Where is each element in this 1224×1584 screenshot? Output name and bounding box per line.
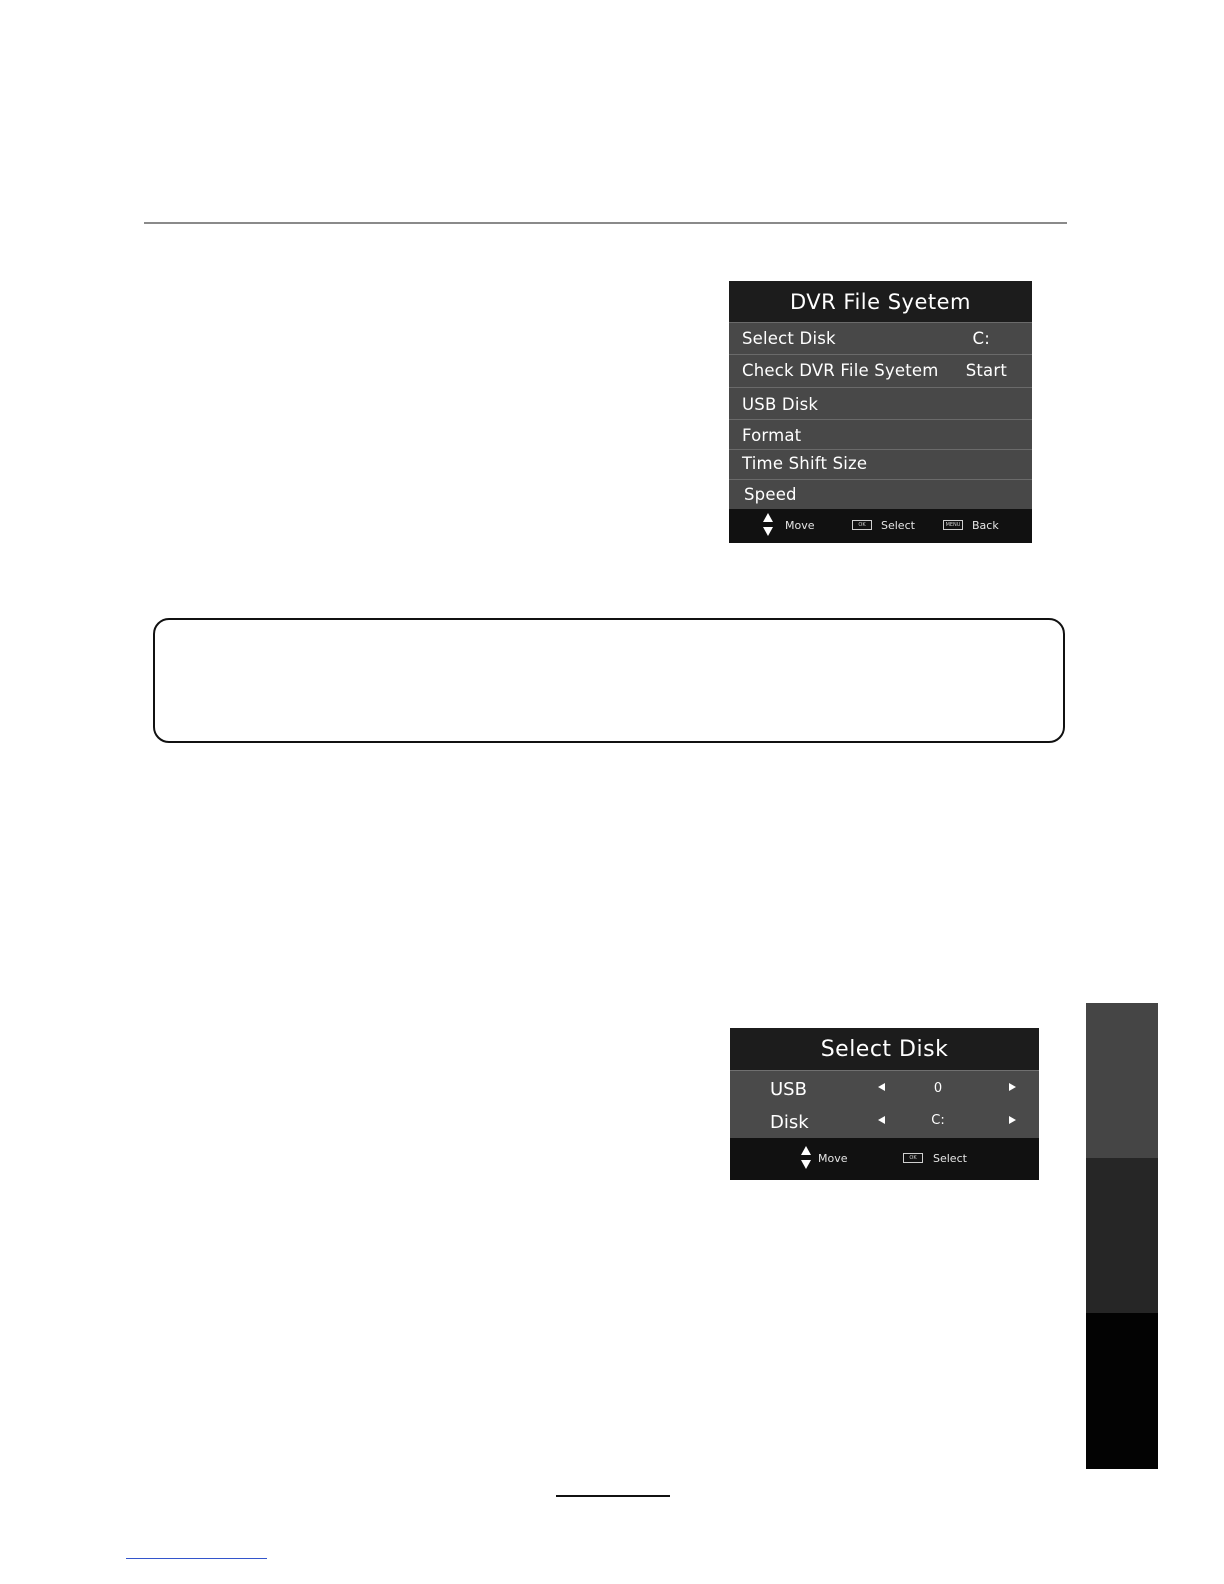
- select-disk-footer: [730, 1138, 1039, 1180]
- select-disk-row-disk[interactable]: [730, 1107, 1039, 1137]
- left-arrow-icon[interactable]: [878, 1083, 885, 1091]
- menu-item-format[interactable]: [729, 419, 1032, 449]
- menu-item-select-disk[interactable]: [729, 322, 1032, 354]
- side-tab-section-2: [1086, 1158, 1158, 1313]
- menu-item-label: Time Shift Size: [742, 454, 868, 473]
- menu-item-label: Speed: [744, 485, 797, 504]
- menu-item-usb-disk[interactable]: [729, 387, 1032, 419]
- menu-item-label: Format: [742, 426, 802, 445]
- menu-item-value: C:: [972, 329, 990, 348]
- ok-key-icon: OK: [852, 520, 872, 530]
- row-value: C:: [931, 1113, 945, 1128]
- dvr-menu-footer: [729, 509, 1032, 543]
- footer-back-label: Back: [972, 519, 999, 532]
- ok-key-icon: OK: [903, 1153, 923, 1163]
- row-value: 0: [933, 1081, 943, 1096]
- right-arrow-icon[interactable]: [1009, 1116, 1016, 1124]
- row-label: Disk: [770, 1112, 809, 1133]
- menu-item-label: Check DVR File Syetem: [742, 361, 939, 380]
- page-number-rule: [556, 1495, 670, 1497]
- side-tab-section-3: [1086, 1313, 1158, 1469]
- select-disk-menu: [730, 1028, 1039, 1180]
- link-underline: [126, 1558, 267, 1559]
- footer-move-label: Move: [818, 1152, 848, 1165]
- select-disk-row-usb[interactable]: [730, 1074, 1039, 1104]
- menu-key-icon: MENU: [943, 520, 963, 530]
- menu-item-time-shift-size[interactable]: [729, 449, 1032, 479]
- footer-select-label: Select: [933, 1152, 967, 1165]
- dvr-file-system-menu: [729, 281, 1032, 543]
- menu-item-speed[interactable]: [729, 479, 1032, 509]
- right-arrow-icon[interactable]: [1009, 1083, 1016, 1091]
- dvr-menu-title: DVR File Syetem: [789, 290, 972, 314]
- left-arrow-icon[interactable]: [878, 1116, 885, 1124]
- menu-item-check-dvr-file-system[interactable]: [729, 354, 1032, 387]
- menu-item-label: Select Disk: [742, 329, 836, 348]
- menu-item-label: USB Disk: [742, 395, 819, 414]
- menu-item-value: Start: [965, 361, 1007, 380]
- footer-select-label: Select: [881, 519, 915, 532]
- footer-move-label: Move: [785, 519, 815, 532]
- side-tab-section-1: [1086, 1003, 1158, 1158]
- select-disk-title: Select Disk: [820, 1037, 949, 1062]
- header-divider: [144, 222, 1067, 224]
- note-box: [153, 618, 1065, 743]
- row-label: USB: [770, 1079, 807, 1100]
